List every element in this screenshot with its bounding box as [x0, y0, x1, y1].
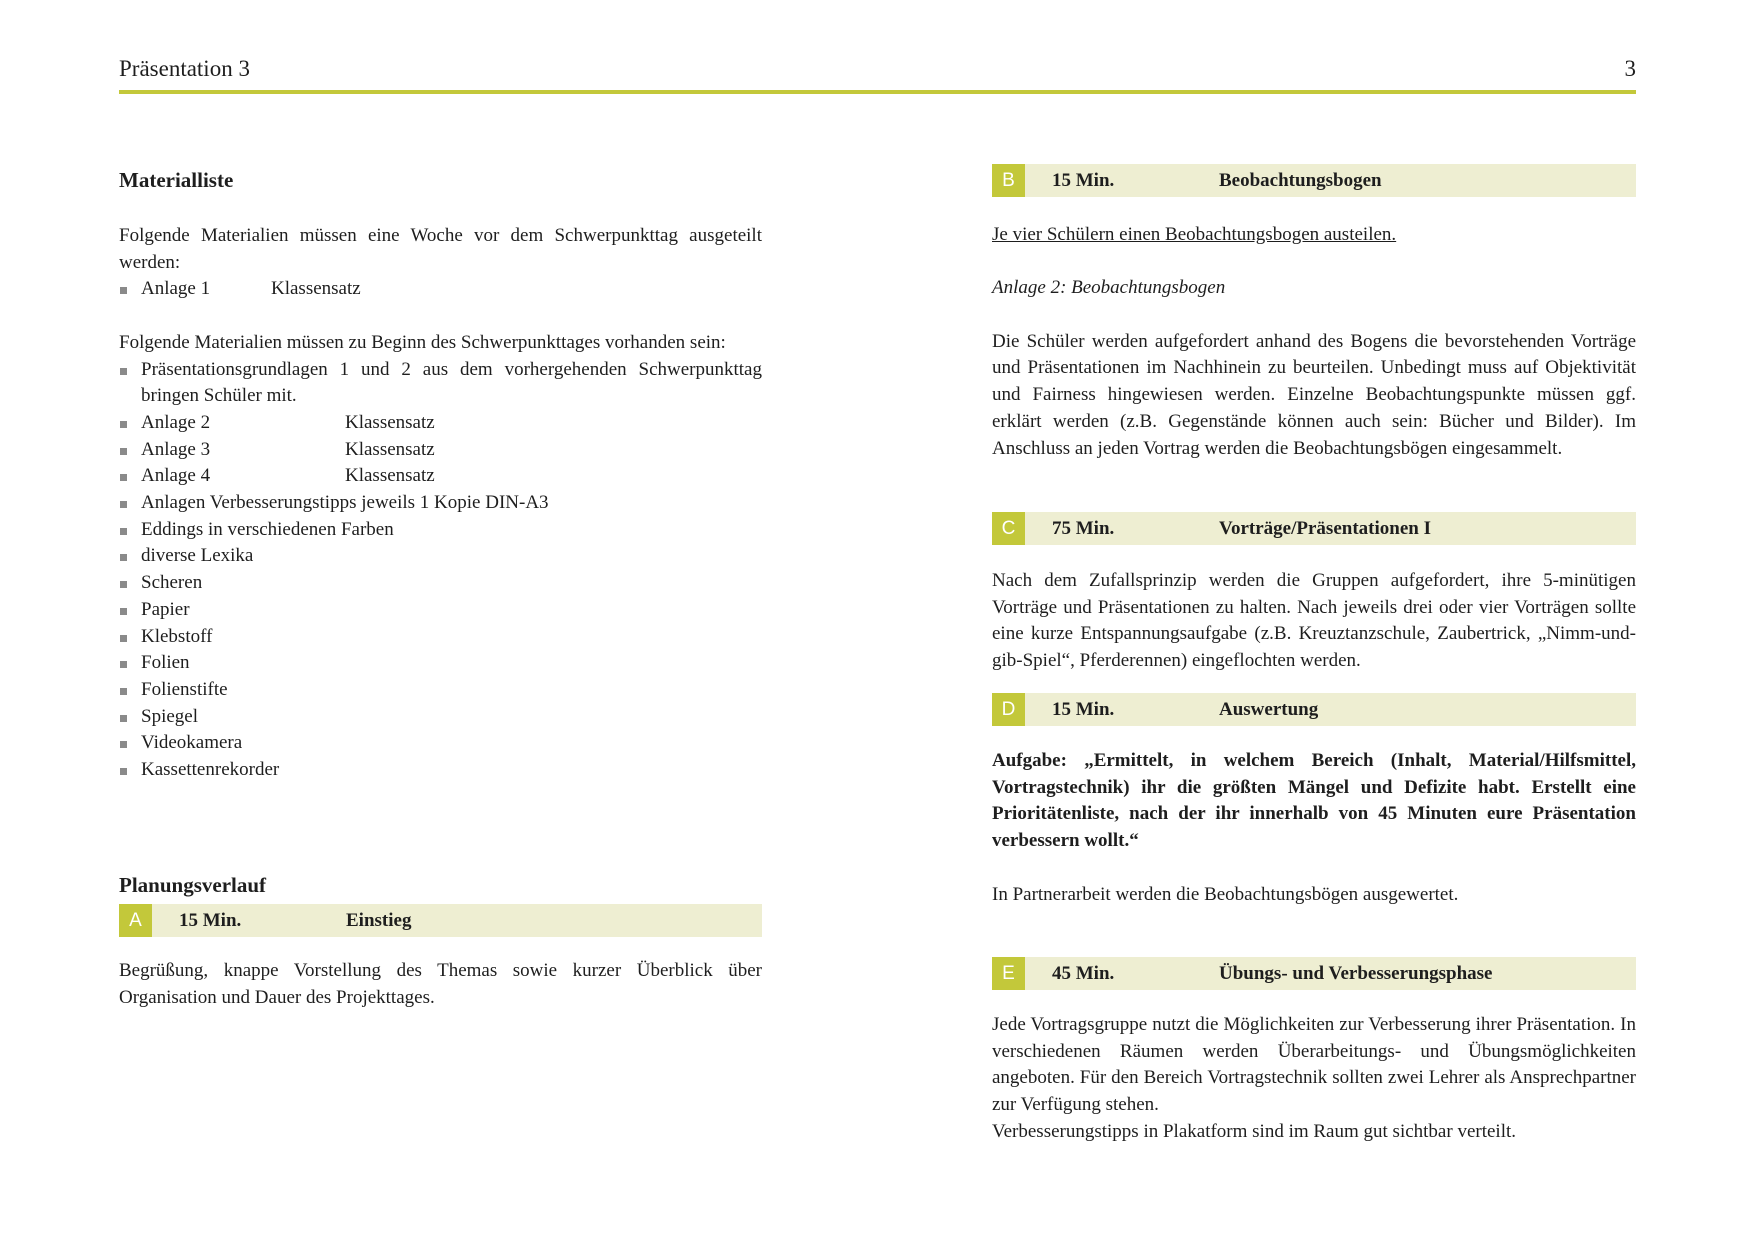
list-item: Anlage 1 Klassensatz — [119, 276, 762, 303]
phase-bar-e — [992, 957, 1636, 990]
phase-c-body: Nach dem Zufallsprinzip werden die Gruppen aufgefordert, ihre 5-minütigen Vorträge und Präsentationen zu halten. Nach jeweils drei oder vier Vorträgen sollte eine kurze Entspannungsaufgabe (z.B. Kreuztanzschule, Zaubertrick, „Nimm-und-gib-Spiel“, Pferderennen) eingeflochten werden. — [992, 570, 1636, 672]
list-item: Kassettenrekorder — [119, 757, 762, 784]
phase-e-content — [992, 1012, 1636, 1146]
phase-duration: 75 Min. — [1052, 517, 1115, 539]
phase-a-body: Begrüßung, knappe Vorstellung des Themas sowie kurzer Überblick über Organisation und Dauer des Projekttages. — [119, 960, 762, 1008]
phase-duration: 15 Min. — [179, 909, 242, 931]
phase-letter: A — [119, 904, 152, 937]
phase-duration: 15 Min. — [1052, 698, 1115, 720]
phase-letter: B — [992, 164, 1025, 197]
list-item: Papier — [119, 597, 762, 624]
list-item: Anlage 3 Klassensatz — [119, 437, 762, 464]
phase-title: Auswertung — [1219, 698, 1319, 720]
list-item: Eddings in verschiedenen Farben — [119, 517, 762, 544]
phase-e-body: Jede Vortragsgruppe nutzt die Möglichkeiten zur Verbesserung ihrer Präsentation. In verschiedenen Räumen werden Überarbeitungs- und Übungsmöglichkeiten angeboten. Für den Bereich Vortragstechnik sollten zwei Lehrer als Ansprechpartner zur Verfügung stehen. — [992, 1014, 1636, 1116]
intro-paragraph-2: Folgende Materialien müssen zu Beginn des Schwerpunkttages vorhanden sein: — [119, 331, 726, 353]
list-item: Folien — [119, 650, 762, 677]
phase-b-reference: Anlage 2: Beobachtungsbogen — [992, 277, 1226, 299]
phase-duration: 15 Min. — [1052, 169, 1115, 191]
phase-letter: D — [992, 693, 1025, 726]
phase-b-content — [992, 222, 1636, 462]
materialliste-heading: Materialliste — [119, 168, 234, 192]
header-rule — [119, 90, 1636, 94]
phase-title: Übungs- und Verbesserungsphase — [1219, 962, 1493, 984]
list-item: Anlage 2 Klassensatz — [119, 410, 762, 437]
phase-bar-d — [992, 693, 1636, 726]
list-item: Folienstifte — [119, 677, 762, 704]
phase-d-content — [992, 748, 1636, 908]
phase-bar-b — [992, 164, 1636, 197]
phase-e-body-2: Verbesserungstipps in Plakatform sind im Raum gut sichtbar verteilt. — [992, 1120, 1517, 1142]
planungsverlauf-section — [119, 872, 762, 899]
materialliste-body — [119, 223, 762, 784]
phase-d-body: In Partnerarbeit werden die Beobachtungsbögen ausgewertet. — [992, 883, 1459, 905]
list-item: Scheren — [119, 570, 762, 597]
list-item: Anlage 4 Klassensatz — [119, 463, 762, 490]
phase-title: Vorträge/Präsentationen I — [1219, 517, 1431, 539]
material-list-1 — [119, 276, 762, 303]
list-item: Anlagen Verbesserungstipps jeweils 1 Kopie DIN-A3 — [119, 490, 762, 517]
phase-b-body: Die Schüler werden aufgefordert anhand des Bogens die bevorstehenden Vorträge und Präsentationen im Nachhinein zu beurteilen. Unbedingt muss auf Objektivität und Fairness hingewiesen werden. Einzelne Beobachtungspunkte müssen ggf. erklärt werden (z.B. Gegenstände können auch sein: Bücher und Bilder). Im Anschluss an jeden Vortrag werden die Beobachtungsbögen eingesammelt. — [992, 330, 1636, 459]
planungsverlauf-heading: Planungsverlauf — [119, 873, 267, 897]
intro-paragraph-1: Folgende Materialien müssen eine Woche vor dem Schwerpunkttag ausgeteilt werden: — [119, 225, 762, 273]
phase-letter: E — [992, 957, 1025, 990]
running-header-title: Präsentation 3 — [119, 56, 250, 81]
materialliste-section — [119, 167, 762, 194]
phase-b-instruction: Je vier Schülern einen Beobachtungsbogen austeilen. — [992, 224, 1397, 245]
list-item: diverse Lexika — [119, 543, 762, 570]
phase-title: Einstieg — [346, 909, 412, 931]
list-item: Spiegel — [119, 704, 762, 731]
phase-bar-a — [119, 904, 762, 937]
page-number: 3 — [1624, 56, 1636, 81]
list-item: Videokamera — [119, 730, 762, 757]
phase-bar-c — [992, 512, 1636, 545]
list-item: Klebstoff — [119, 624, 762, 651]
phase-duration: 45 Min. — [1052, 962, 1115, 984]
phase-letter: C — [992, 512, 1025, 545]
phase-d-task: Aufgabe: „Ermittelt, in welchem Bereich (Inhalt, Material/Hilfsmittel, Vortragstechnik) ihr die größten Mängel und Defizite habt. Erstellt eine Prioritätenliste, nach der ihr innerhalb von 45 Minuten eure Präsentation verbessern wollt.“ — [992, 750, 1636, 852]
list-item: Präsentationsgrundlagen 1 und 2 aus dem vorhergehenden Schwerpunkttag bringen Schüler mit. — [119, 357, 762, 410]
material-list-2 — [119, 357, 762, 784]
phase-title: Beobachtungsbogen — [1219, 169, 1382, 191]
